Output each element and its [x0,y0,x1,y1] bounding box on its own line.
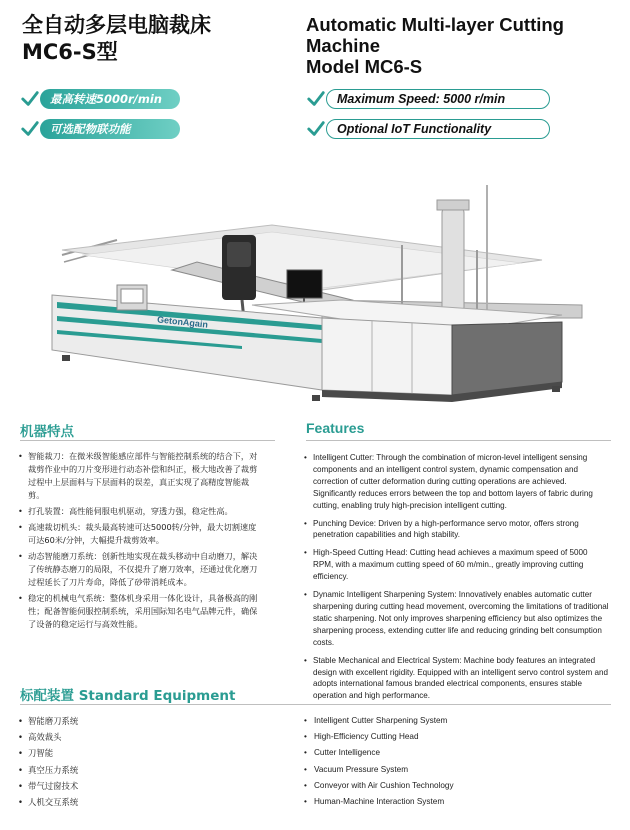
checkmark-icon [20,118,40,140]
speed-badge-cn [20,88,180,110]
equipment-heading: 标配装置 Standard Equipment [20,688,236,704]
list-item: • Intelligent Cutter: Through the combination of micron-level intelligent sensing components and an intelligent control system, dynamic compensation and correction of cutter deformation during cutting operations are achieved. Significantly reduces errors between the top and bottom layers of fabric during cutting, enabling truly high-precision intelligent cutting. [304,452,609,512]
machine-image [22,150,612,415]
iot-badge-cn [20,118,180,140]
list-item: • 人机交互系统 [18,794,78,810]
list-item: • 打孔装置：高性能伺服电机驱动，穿透力强，稳定性高。 [18,505,264,518]
list-item: • 智能磨刀系统 [18,713,78,729]
badge-label: 可选配物联功能 [40,119,180,139]
features-cn-heading: 机器特点 [20,424,74,440]
title-en-line1: Automatic Multi-layer Cutting [306,14,564,35]
features-en-heading: Features [306,420,365,436]
list-item: • 真空压力系统 [18,762,78,778]
list-item: • High-Speed Cutting Head: Cutting head achieves a maximum speed of 5000 RPM, with a maximum cutting speed of 60 m/min., greatly improving cutting efficiency. [304,547,609,583]
divider [20,704,611,705]
list-item: • 智能裁刀：在微米级智能感应部件与智能控制系统的结合下，对裁剪作业中的刀片变形进行动态补偿和纠正，极大地改善了裁剪过程中上层面料与下层面料的误差，真正实现了高精度智能裁剪。 [18,450,264,502]
title-cn [22,12,211,66]
list-item: • Conveyor with Air Cushion Technology [304,778,454,794]
checkmark-icon [306,88,326,110]
checkmark-icon [306,118,326,140]
title-en [306,14,564,77]
list-item: • Dynamic Intelligent Sharpening System: Innovatively enables automatic cutter sharpening during cutting head movement, overcoming the limitations of traditional static sharpening. Not only improves sharpening efficiency but also optimizes the sharpening process, extending cutter life and reducing grinding belt consumption costs. [304,589,609,649]
checkmark-icon [20,88,40,110]
title-cn-line2: MC6-S型 [22,40,118,64]
equipment-en-list [304,713,454,810]
title-en-line2: Machine [306,35,381,56]
list-item: • Punching Device: Driven by a high-performance servo motor, offers strong penetration capabilities and high stability. [304,518,609,542]
list-item: • 稳定的机械电气系统：整体机身采用一体化设计，具备极高的刚性；配备智能伺服控制系统，采用国际知名电气品牌元件，确保了设备的稳定运行与高效性能。 [18,592,264,631]
divider [306,440,611,441]
features-en-list [304,452,609,708]
divider [20,440,275,441]
list-item: • Cutter Intelligence [304,745,454,761]
list-item: • 带气过窗技术 [18,778,78,794]
title-en-line3: Model MC6-S [306,56,423,77]
list-item: • High-Efficiency Cutting Head [304,729,454,745]
list-item: • Vacuum Pressure System [304,762,454,778]
list-item: • 刀智能 [18,745,78,761]
list-item: • 高速裁切机头：裁头最高转速可达5000转/分钟，最大切割速度可达60米/分钟，大幅提升裁剪效率。 [18,521,264,547]
brand-logo: GetonAgain [156,314,209,330]
speed-badge-en [306,88,550,110]
list-item: • Intelligent Cutter Sharpening System [304,713,454,729]
features-cn-list [18,450,264,634]
badge-label: Optional IoT Functionality [326,119,550,139]
equipment-cn-list [18,713,78,810]
list-item: • 高效裁头 [18,729,78,745]
title-cn-line1: 全自动多层电脑裁床 [22,13,211,37]
badge-label: Maximum Speed: 5000 r/min [326,89,550,109]
list-item: • Human-Machine Interaction System [304,794,454,810]
list-item: • 动态智能磨刀系统：创新性地实现在裁头移动中自动磨刀，解决了传统静态磨刀的局限，不仅提升了磨刀效率，还通过优化磨刀过程延长了刀片寿命，降低了砂带消耗成本。 [18,550,264,589]
list-item: • Stable Mechanical and Electrical System: Machine body features an integrated design with excellent rigidity. Equipped with an intelligent servo control system and adopts international famous branded electrical components, ensures stable operation and high performance. [304,655,609,703]
badge-label: 最高转速5000r/min [40,89,180,109]
iot-badge-en [306,118,550,140]
